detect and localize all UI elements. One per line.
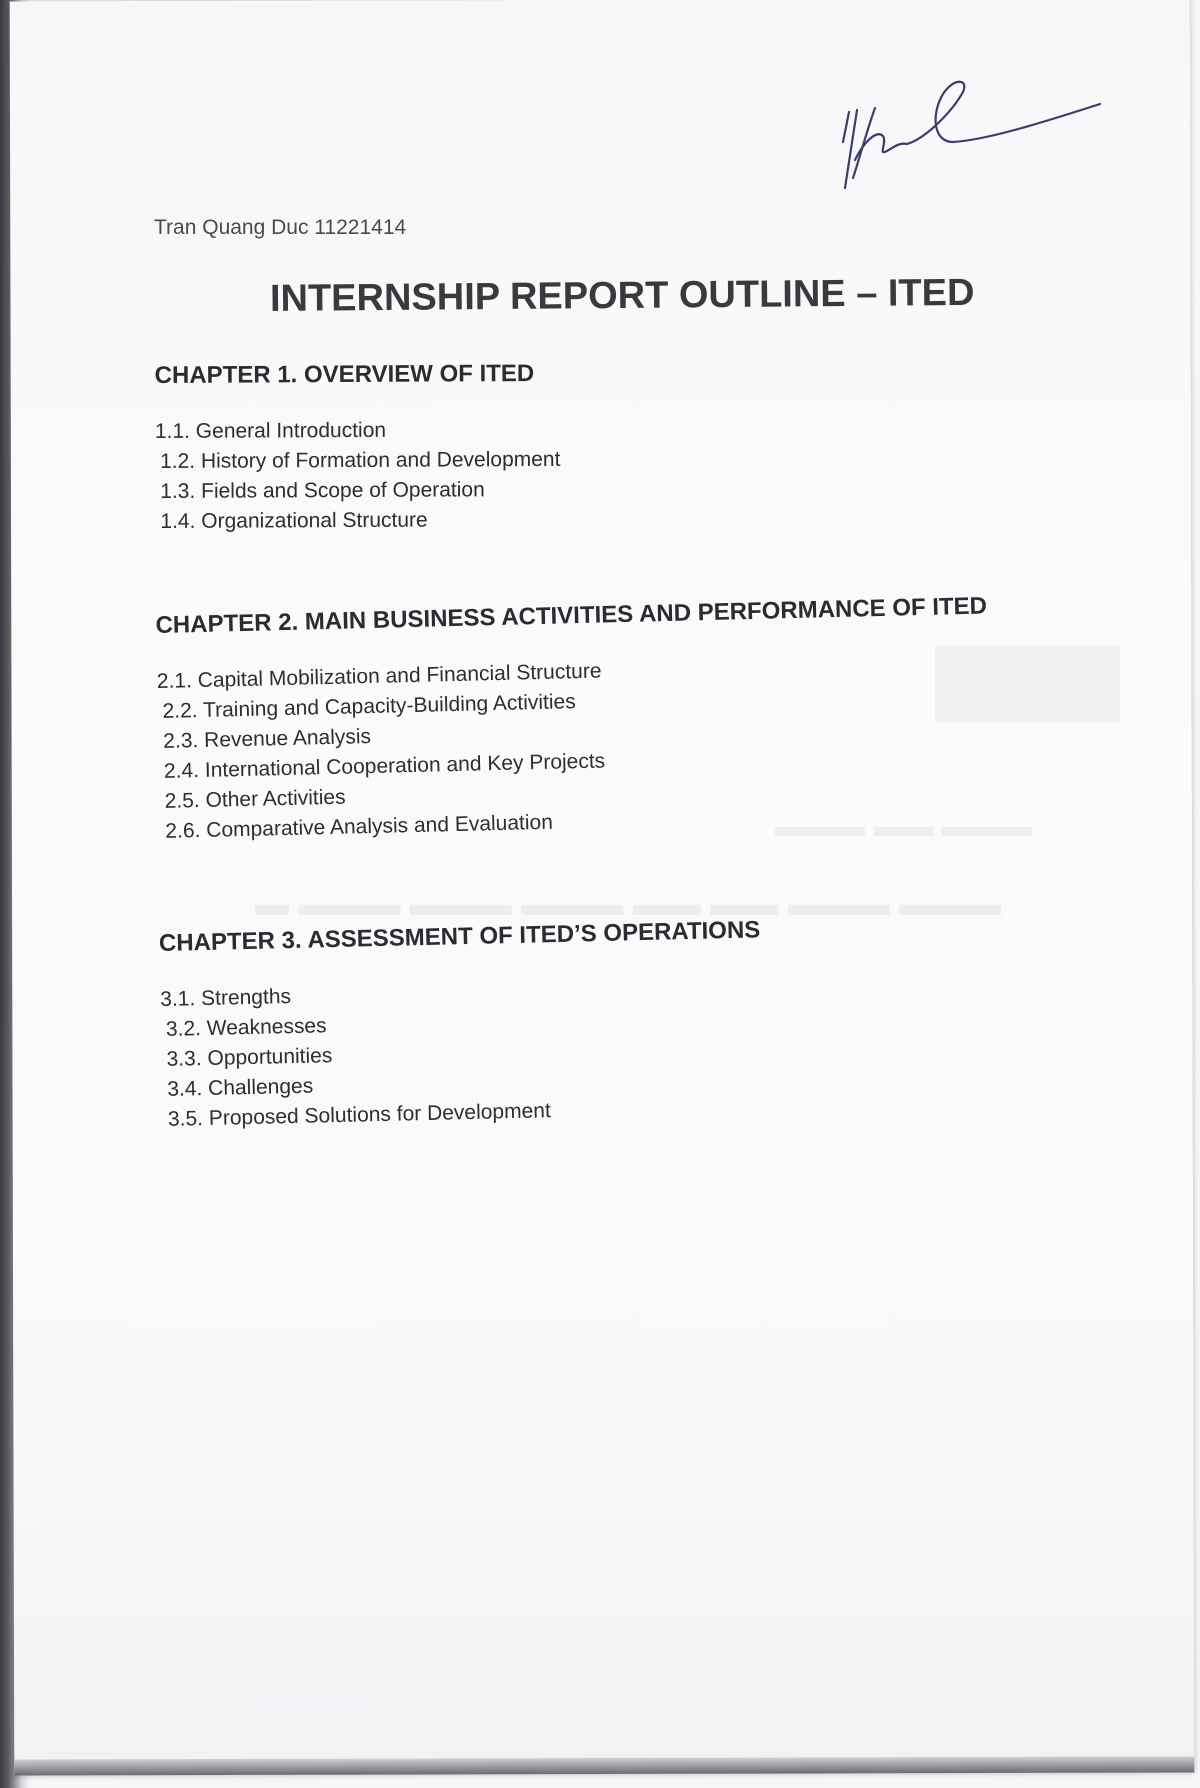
author-line: Tran Quang Duc 11221414 <box>154 216 407 239</box>
chapter-2-section <box>155 592 992 847</box>
chapter-2-list <box>157 647 993 847</box>
chapter-1-section <box>155 360 561 537</box>
signature-icon <box>835 70 1105 195</box>
chapter-2-heading: CHAPTER 2. MAIN BUSINESS ACTIVITIES AND PERFORMANCE OF ITED <box>155 592 988 640</box>
list-item: 1.2. History of Formation and Development <box>160 447 561 473</box>
list-item: 1.3. Fields and Scope of Operation <box>160 478 485 503</box>
list-item: 3.4. Challenges <box>167 1074 314 1101</box>
list-item: 3.1. Strengths <box>159 985 292 1012</box>
list-item: 2.3. Revenue Analysis <box>163 724 372 753</box>
list-item: 1.4. Organizational Structure <box>160 508 428 533</box>
list-item: 2.2. Training and Capacity-Building Activities <box>162 690 576 723</box>
list-item: 2.6. Comparative Analysis and Evaluation <box>165 810 554 843</box>
chapter-3-heading: CHAPTER 3. ASSESSMENT OF ITED’S OPERATIONS <box>158 916 761 958</box>
list-item: 2.1. Capital Mobilization and Financial Structure <box>156 659 602 694</box>
chapter-1-heading: CHAPTER 1. OVERVIEW OF ITED <box>154 360 535 390</box>
list-item: 2.5. Other Activities <box>164 785 346 813</box>
chapter-3-list <box>160 971 765 1135</box>
chapter-1-list <box>155 415 561 537</box>
chapter-3-section <box>159 916 765 1135</box>
list-item: 3.2. Weaknesses <box>165 1014 327 1041</box>
list-item: 2.4. International Cooperation and Key Projects <box>163 749 606 783</box>
list-item: 1.1. General Introduction <box>154 418 387 444</box>
list-item: 3.5. Proposed Solutions for Development <box>167 1099 552 1131</box>
list-item: 3.3. Opportunities <box>166 1044 333 1071</box>
page-title: INTERNSHIP REPORT OUTLINE – ITED <box>269 271 975 320</box>
